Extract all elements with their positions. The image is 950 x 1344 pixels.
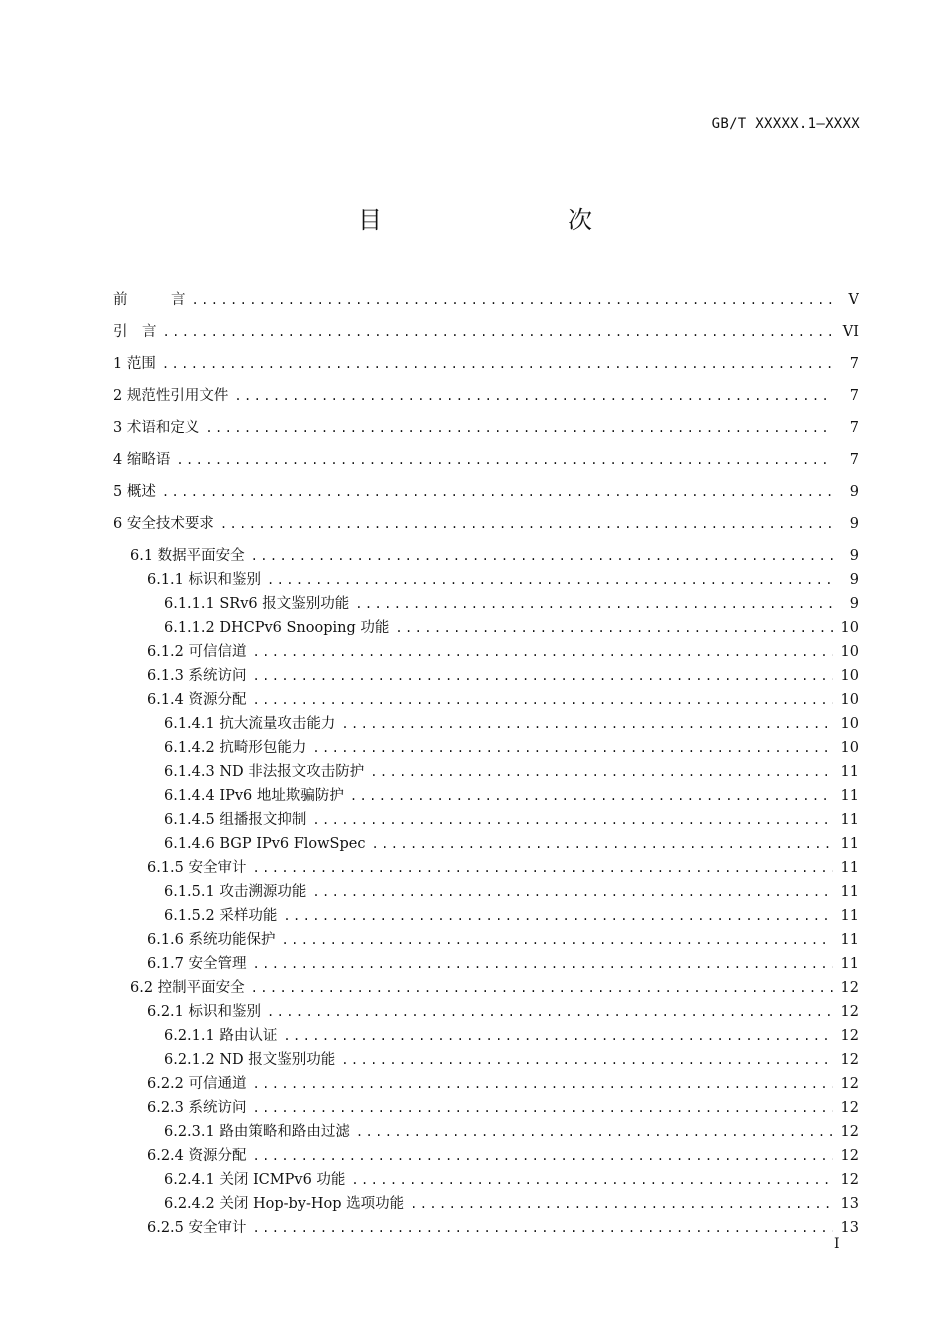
toc-entry-page: 10 bbox=[840, 668, 859, 684]
page-title: 目 次 bbox=[358, 206, 638, 234]
toc-entry-label: 6.1.1 标识和鉴别 bbox=[147, 572, 262, 588]
toc-entry[interactable] bbox=[113, 568, 859, 592]
toc-leader-dots bbox=[395, 616, 833, 640]
toc-entry-label: 6 安全技术要求 bbox=[113, 516, 214, 532]
toc-entry-label: 4 缩略语 bbox=[113, 452, 171, 468]
toc-entry-page: 10 bbox=[840, 716, 859, 732]
toc-entry-label: 6.1.6 系统功能保护 bbox=[147, 932, 276, 948]
toc-entry[interactable] bbox=[113, 616, 859, 640]
toc-entry-page: 11 bbox=[840, 884, 859, 900]
toc-leader-dots bbox=[251, 544, 833, 568]
toc-entry[interactable] bbox=[113, 512, 859, 544]
toc-entry-label: 6.2.1.1 路由认证 bbox=[164, 1028, 278, 1044]
toc-entry[interactable] bbox=[113, 288, 859, 320]
toc-entry-page: 13 bbox=[840, 1220, 859, 1236]
toc-entry-label: 6.1.1.1 SRv6 报文鉴别功能 bbox=[164, 596, 350, 612]
toc-entry[interactable] bbox=[113, 1000, 859, 1024]
toc-entry-page: 11 bbox=[840, 812, 859, 828]
toc-leader-dots bbox=[283, 904, 833, 928]
toc-entry-label: 6.1.4 资源分配 bbox=[147, 692, 247, 708]
toc-leader-dots bbox=[283, 1024, 833, 1048]
toc-entry-page: 11 bbox=[840, 764, 859, 780]
toc-entry-label: 6.1.4.4 IPv6 地址欺骗防护 bbox=[164, 788, 344, 804]
toc-leader-dots bbox=[251, 976, 833, 1000]
toc-entry-label: 6.2.4.2 关闭 Hop-by-Hop 选项功能 bbox=[164, 1196, 405, 1212]
toc-entry-page: 11 bbox=[840, 932, 859, 948]
toc-leader-dots bbox=[410, 1192, 833, 1216]
toc-entry-page: 10 bbox=[840, 644, 859, 660]
toc-entry[interactable] bbox=[113, 1024, 859, 1048]
toc-entry-label: 6.1.5 安全审计 bbox=[147, 860, 247, 876]
toc-entry-page: 12 bbox=[840, 1004, 859, 1020]
toc-entry[interactable] bbox=[113, 480, 859, 512]
toc-entry-page: 11 bbox=[840, 860, 859, 876]
toc-entry-page: 11 bbox=[840, 956, 859, 972]
toc-entry-page: 12 bbox=[840, 1028, 859, 1044]
toc-entry-label: 3 术语和定义 bbox=[113, 420, 200, 436]
toc-entry[interactable] bbox=[113, 544, 859, 568]
toc-entry[interactable] bbox=[113, 320, 859, 352]
toc-entry-page: 9 bbox=[849, 484, 859, 500]
table-of-contents bbox=[113, 288, 859, 1240]
toc-entry-label: 6.1.4.2 抗畸形包能力 bbox=[164, 740, 307, 756]
toc-leader-dots bbox=[355, 592, 833, 616]
toc-leader-dots bbox=[253, 640, 833, 664]
toc-entry-page: 7 bbox=[849, 452, 859, 468]
toc-entry-page: 12 bbox=[840, 1100, 859, 1116]
toc-leader-dots bbox=[253, 664, 833, 688]
toc-leader-dots bbox=[176, 448, 833, 472]
toc-entry-page: V bbox=[848, 292, 859, 308]
toc-entry-label: 6.1.4.3 ND 非法报文攻击防护 bbox=[164, 764, 365, 780]
toc-entry-page: 9 bbox=[849, 596, 859, 612]
toc-leader-dots bbox=[192, 288, 834, 312]
toc-leader-dots bbox=[312, 736, 833, 760]
toc-entry-label: 6.1.5.1 攻击溯源功能 bbox=[164, 884, 307, 900]
toc-leader-dots bbox=[341, 1048, 833, 1072]
toc-entry[interactable] bbox=[113, 784, 859, 808]
toc-entry-page: 12 bbox=[840, 980, 859, 996]
toc-entry[interactable] bbox=[113, 1168, 859, 1192]
toc-leader-dots bbox=[371, 832, 833, 856]
toc-entry-page: 9 bbox=[849, 572, 859, 588]
toc-entry[interactable] bbox=[113, 1072, 859, 1096]
toc-entry-page: 9 bbox=[849, 548, 859, 564]
toc-entry[interactable] bbox=[113, 808, 859, 832]
toc-entry-page: 11 bbox=[840, 836, 859, 852]
toc-entry[interactable] bbox=[113, 1120, 859, 1144]
toc-entry-label: 6.1.3 系统访问 bbox=[147, 668, 247, 684]
toc-entry[interactable] bbox=[113, 832, 859, 856]
toc-entry[interactable] bbox=[113, 760, 859, 784]
toc-leader-dots bbox=[351, 1168, 833, 1192]
toc-entry-page: 11 bbox=[840, 908, 859, 924]
toc-entry[interactable] bbox=[113, 592, 859, 616]
toc-entry-page: 12 bbox=[840, 1124, 859, 1140]
toc-leader-dots bbox=[267, 568, 833, 592]
toc-entry-page: 7 bbox=[849, 356, 859, 372]
toc-entry-label: 6.1.4.1 抗大流量攻击能力 bbox=[164, 716, 336, 732]
standard-code: GB/T XXXXX.1—XXXX bbox=[711, 116, 860, 132]
toc-entry[interactable] bbox=[113, 352, 859, 384]
toc-leader-dots bbox=[267, 1000, 833, 1024]
toc-entry[interactable] bbox=[113, 640, 859, 664]
toc-entry[interactable] bbox=[113, 856, 859, 880]
toc-entry-page: VI bbox=[842, 324, 859, 340]
toc-leader-dots bbox=[162, 480, 833, 504]
toc-leader-dots bbox=[253, 688, 833, 712]
toc-entry-label: 6.2.1.2 ND 报文鉴别功能 bbox=[164, 1052, 336, 1068]
toc-entry-label: 6.2.4 资源分配 bbox=[147, 1148, 247, 1164]
toc-entry-page: 9 bbox=[849, 516, 859, 532]
toc-entry-label: 引 言 bbox=[113, 324, 157, 340]
toc-leader-dots bbox=[356, 1120, 833, 1144]
toc-leader-dots bbox=[253, 1144, 833, 1168]
toc-leader-dots bbox=[341, 712, 833, 736]
toc-leader-dots bbox=[253, 856, 833, 880]
toc-entry-page: 13 bbox=[840, 1196, 859, 1212]
toc-entry-label: 6.1.5.2 采样功能 bbox=[164, 908, 278, 924]
toc-entry[interactable] bbox=[113, 1144, 859, 1168]
toc-leader-dots bbox=[253, 1072, 833, 1096]
toc-leader-dots bbox=[312, 808, 833, 832]
toc-entry[interactable] bbox=[113, 1048, 859, 1072]
toc-leader-dots bbox=[253, 1216, 833, 1240]
toc-entry-page: 12 bbox=[840, 1076, 859, 1092]
toc-entry[interactable] bbox=[113, 880, 859, 904]
toc-entry-label: 6.2 控制平面安全 bbox=[130, 980, 245, 996]
toc-leader-dots bbox=[234, 384, 833, 408]
toc-entry-label: 6.1.2 可信信道 bbox=[147, 644, 247, 660]
toc-entry-label: 6.2.3.1 路由策略和路由过滤 bbox=[164, 1124, 350, 1140]
toc-entry[interactable] bbox=[113, 928, 859, 952]
toc-entry-label: 6.2.4.1 关闭 ICMPv6 功能 bbox=[164, 1172, 346, 1188]
toc-leader-dots bbox=[312, 880, 833, 904]
toc-leader-dots bbox=[220, 512, 833, 536]
toc-leader-dots bbox=[253, 1096, 833, 1120]
toc-leader-dots bbox=[350, 784, 833, 808]
toc-entry-page: 7 bbox=[849, 388, 859, 404]
toc-leader-dots bbox=[282, 928, 833, 952]
toc-leader-dots bbox=[253, 952, 833, 976]
toc-entry[interactable] bbox=[113, 1216, 859, 1240]
toc-entry-label: 5 概述 bbox=[113, 484, 156, 500]
toc-entry[interactable] bbox=[113, 384, 859, 416]
toc-entry-label: 6.1.4.5 组播报文抑制 bbox=[164, 812, 307, 828]
toc-entry-label: 前 言 bbox=[113, 292, 186, 308]
toc-entry[interactable] bbox=[113, 1096, 859, 1120]
toc-leader-dots bbox=[162, 352, 833, 376]
page-number: I bbox=[834, 1236, 840, 1252]
toc-entry-page: 10 bbox=[840, 740, 859, 756]
toc-entry-label: 6.1.1.2 DHCPv6 Snooping 功能 bbox=[164, 620, 390, 636]
toc-entry-label: 6.1.4.6 BGP IPv6 FlowSpec bbox=[164, 836, 366, 852]
toc-entry[interactable] bbox=[113, 736, 859, 760]
toc-entry[interactable] bbox=[113, 952, 859, 976]
toc-entry-label: 6.1.7 安全管理 bbox=[147, 956, 247, 972]
toc-leader-dots bbox=[163, 320, 834, 344]
toc-entry-page: 12 bbox=[840, 1052, 859, 1068]
toc-entry[interactable] bbox=[113, 688, 859, 712]
toc-entry-label: 6.2.5 安全审计 bbox=[147, 1220, 247, 1236]
toc-entry[interactable] bbox=[113, 448, 859, 480]
toc-entry[interactable] bbox=[113, 664, 859, 688]
toc-entry-label: 6.2.2 可信通道 bbox=[147, 1076, 247, 1092]
toc-entry-page: 10 bbox=[840, 620, 859, 636]
toc-entry[interactable] bbox=[113, 904, 859, 928]
toc-entry-page: 11 bbox=[840, 788, 859, 804]
toc-entry-page: 10 bbox=[840, 692, 859, 708]
toc-entry-label: 6.1 数据平面安全 bbox=[130, 548, 245, 564]
toc-entry-page: 7 bbox=[849, 420, 859, 436]
toc-entry[interactable] bbox=[113, 416, 859, 448]
toc-entry[interactable] bbox=[113, 1192, 859, 1216]
toc-entry-label: 6.2.1 标识和鉴别 bbox=[147, 1004, 262, 1020]
toc-entry-label: 1 范围 bbox=[113, 356, 156, 372]
toc-entry-page: 12 bbox=[840, 1172, 859, 1188]
toc-leader-dots bbox=[370, 760, 833, 784]
toc-entry-label: 2 规范性引用文件 bbox=[113, 388, 229, 404]
toc-entry-label: 6.2.3 系统访问 bbox=[147, 1100, 247, 1116]
toc-entry[interactable] bbox=[113, 976, 859, 1000]
toc-entry[interactable] bbox=[113, 712, 859, 736]
toc-entry-page: 12 bbox=[840, 1148, 859, 1164]
toc-leader-dots bbox=[205, 416, 833, 440]
